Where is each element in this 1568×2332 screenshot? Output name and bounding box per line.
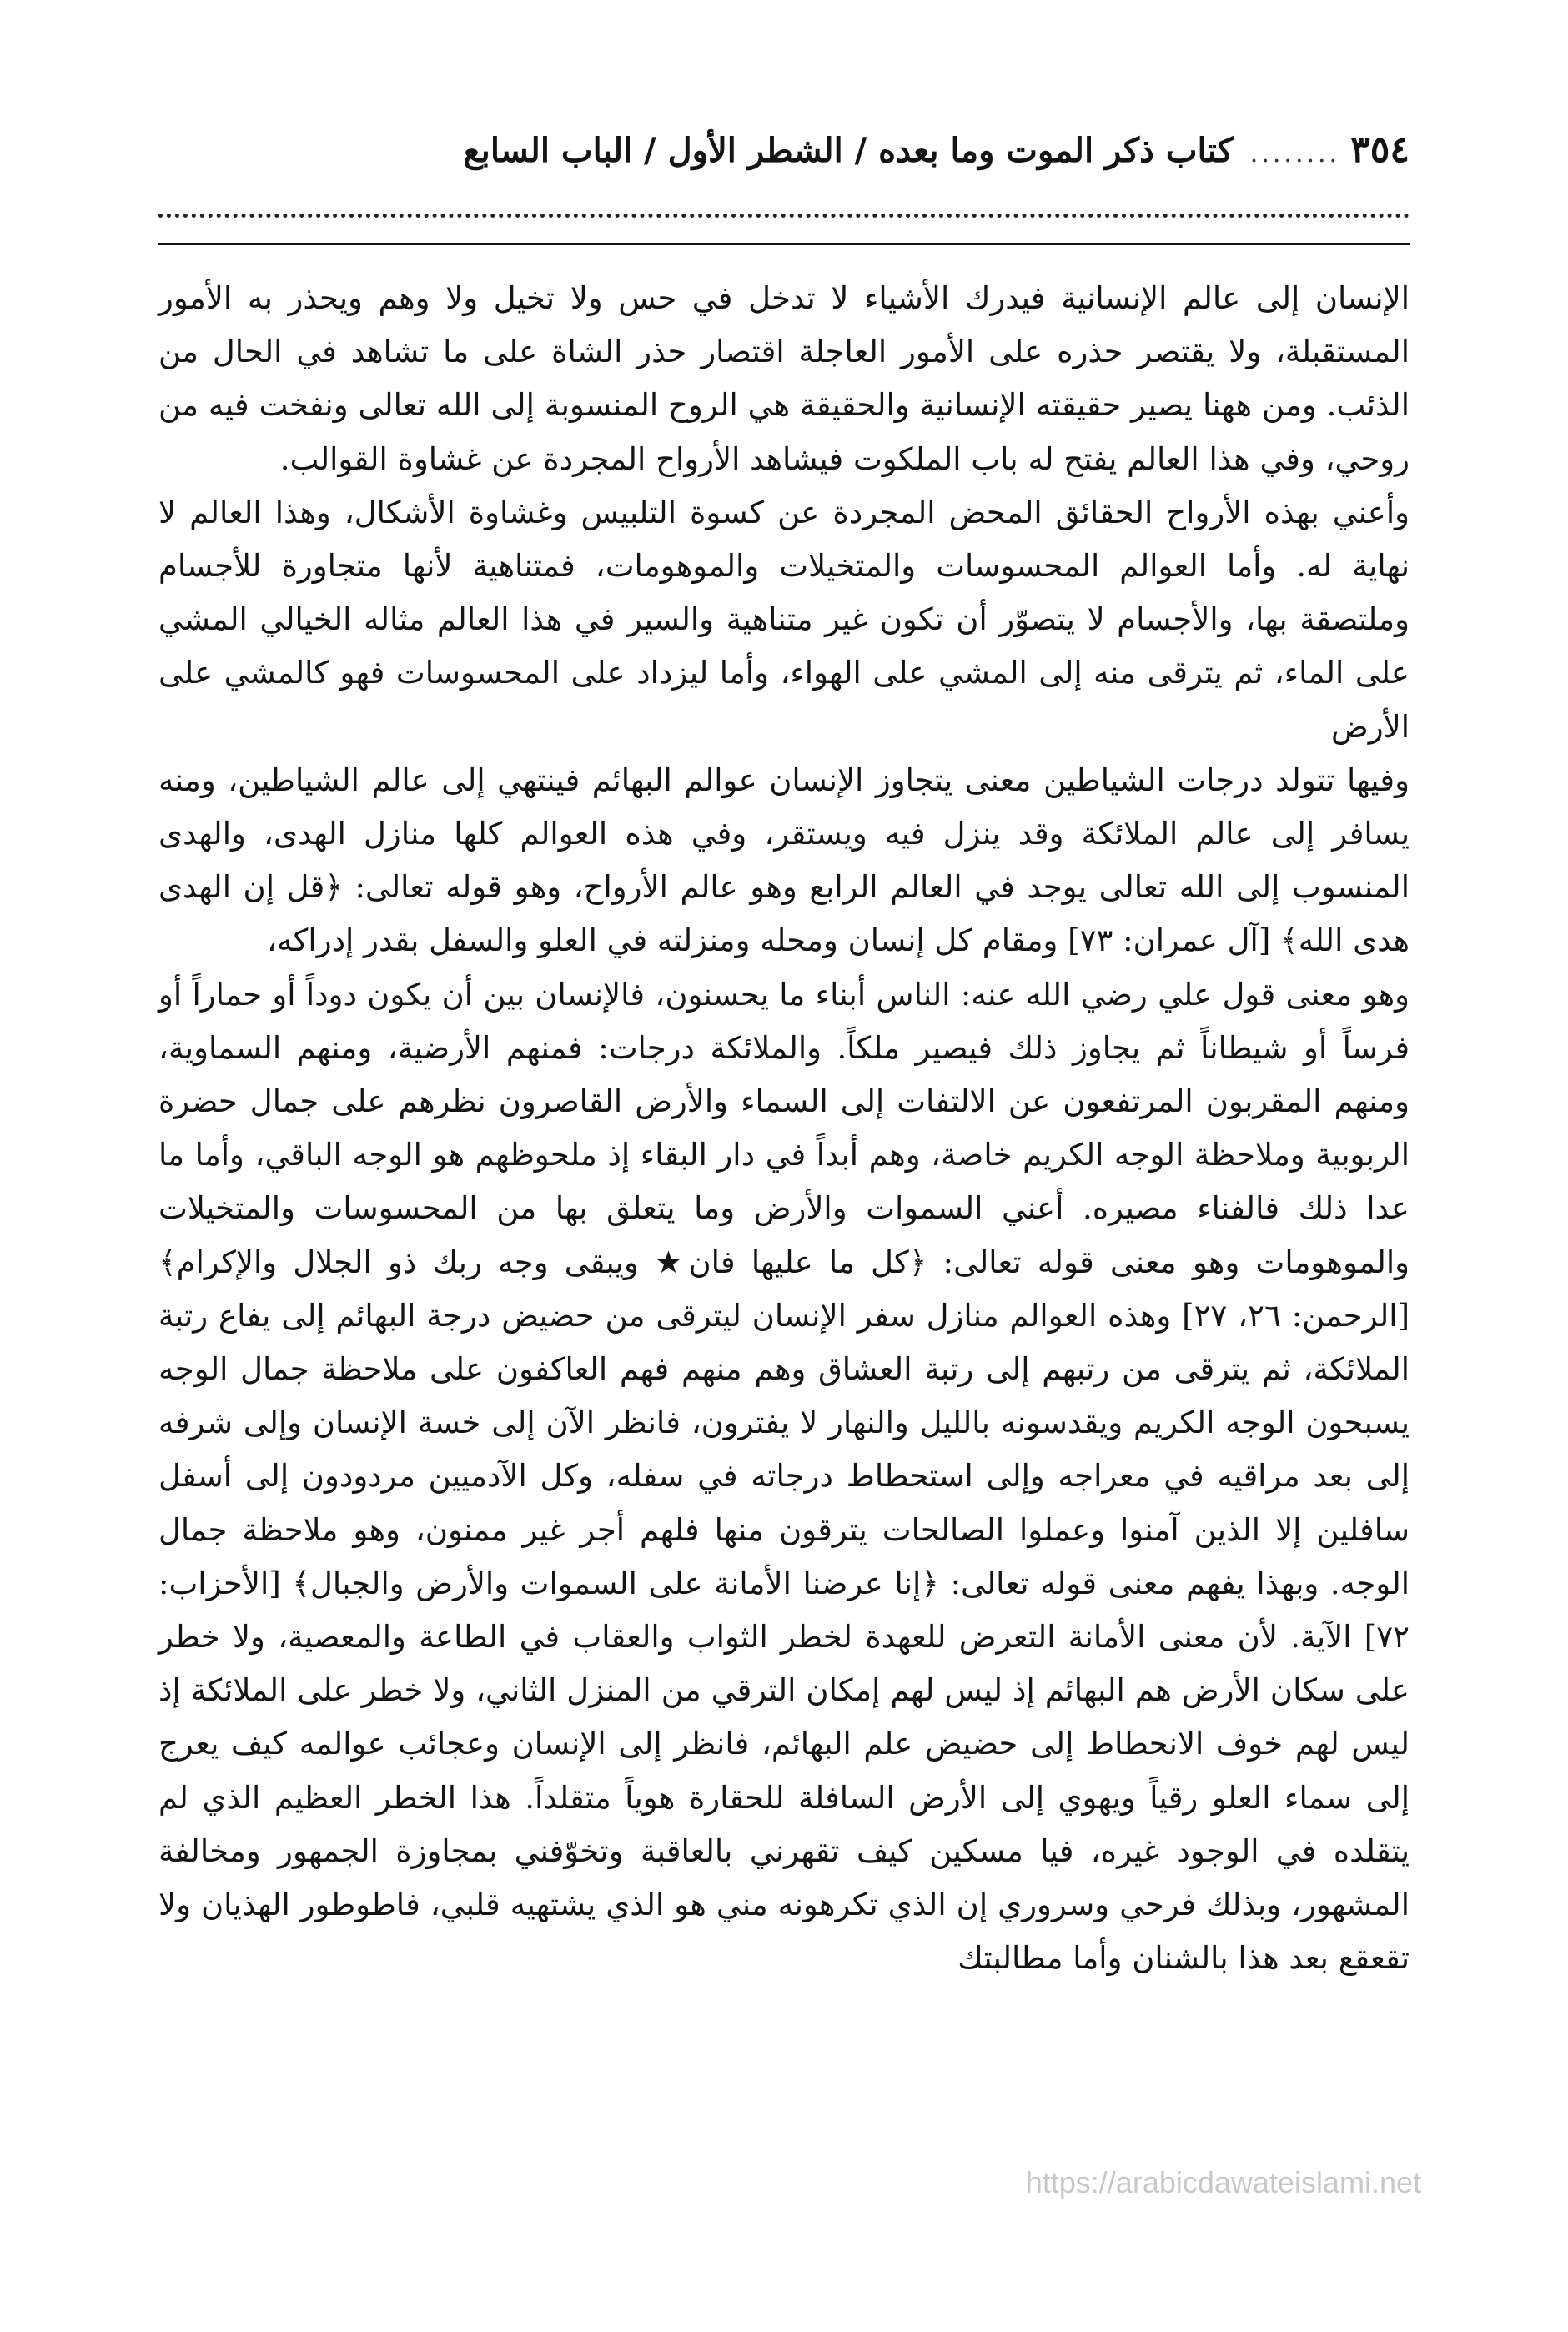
paragraph: الإنسان إلى عالم الإنسانية فيدرك الأشياء لا تدخل في حس ولا تخيل ولا وهم ويحذر به الأمور المستقبلة، ولا يقتصر حذره على الأمور العاجلة اقتصار حذر الشاة على ما تشاهد في الحال من الذئب. ومن ههنا يصير حقيقته الإنسانية والحقيقة هي الروح المنسوبة إلى الله تعالى ونفخت فيه من روحي، وفي هذا العالم يفتح له باب الملكوت فيشاهد الأرواح المجردة عن غشاوة القوالب. xyxy=(158,280,1410,477)
watermark-url: https://arabicdawateislami.net xyxy=(1025,2165,1421,2199)
page-number: ٣٥٤ xyxy=(1350,128,1410,171)
paragraph: وأعني بهذه الأرواح الحقائق المحض المجردة عن كسوة التلبيس وغشاوة الأشكال، وهذا العالم لا نهاية له. وأما العوالم المحسوسات والمتخيلات والموهومات، فمتناهية لأنها متجاورة للأجسام وملتصقة بها، والأجسام لا يتصوّر أن تكون غير متناهية والسير في هذا العالم مثاله الخيالي المشي على الماء، ثم يترقى منه إلى المشي على الهواء، وأما ليزداد على المحسوسات فهو كالمشي على الأرض xyxy=(158,494,1410,745)
header-rule xyxy=(158,243,1410,245)
body-text xyxy=(158,272,1410,1986)
paragraph: وفيها تتولد درجات الشياطين معنى يتجاوز الإنسان عوالم البهائم فينتهي إلى عالم الشياطين، ومنه يسافر إلى عالم الملائكة وقد ينزل فيه ويستقر، وفي هذه العوالم كلها منازل الهدى، والهدى المنسوب إلى الله تعالى يوجد في العالم الرابع وهو عالم الأرواح، وهو قوله تعالى: ﴿قل إن الهدى هدى الله﴾ [آل عمران: ٧٣] ومقام كل إنسان ومحله ومنزلته في العلو والسفل بقدر إدراكه، xyxy=(158,761,1410,959)
leader-dots: ........ xyxy=(1249,139,1341,168)
chapter-title: كتاب ذكر الموت وما بعده / الشطر الأول / الباب السابع xyxy=(463,131,1234,170)
dotted-rule xyxy=(158,214,1410,218)
running-head xyxy=(158,117,1410,183)
paragraph: وهو معنى قول علي رضي الله عنه: الناس أبناء ما يحسنون، فالإنسان بين أن يكون دوداً أو حماراً أو فرساً أو شيطاناً ثم يجاوز ذلك فيصير ملكاً. والملائكة درجات: فمنهم الأرضية، ومنهم السماوية، ومنهم المقربون المرتفعون عن الالتفات إلى السماء والأرض القاصرون نظرهم على جمال حضرة الربوبية وملاحظة الوجه الكريم خاصة، وهم أبداً في دار البقاء إذ ملحوظهم هو الوجه الباقي، وأما ما عدا ذلك فالفناء مصيره. أعني السموات والأرض وما يتعلق بها من المحسوسات والمتخيلات والموهومات وهو معنى قوله تعالى: ﴿كل ما عليها فان★ ويبقى وجه ربك ذو الجلال والإكرام﴾ [الرحمن: ٢٦، ٢٧] وهذه العوالم منازل سفر الإنسان ليترقى من حضيض درجة البهائم إلى يفاع رتبة الملائكة، ثم يترقى من رتبهم إلى رتبة العشاق وهم منهم فهم العاكفون على ملاحظة جمال الوجه يسبحون الوجه الكريم ويقدسونه بالليل والنهار لا يفترون، فانظر الآن إلى خسة الإنسان وإلى شرفه إلى بعد مراقيه في معراجه وإلى استحطاط درجاته في سفله، وكل الآدميين مردودون إلى أسفل سافلين إلا الذين آمنوا وعملوا الصالحات يترقون منها فلهم أجر غير ممنون، وهو ملاحظة جمال الوجه. وبهذا يفهم معنى قوله تعالى: ﴿إنا عرضنا الأمانة على السموات والأرض والجبال﴾ [الأحزاب: ٧٢] الآية. لأن معنى الأمانة التعرض للعهدة لخطر الثواب والعقاب في الطاعة والمعصية، ولا خطر على سكان الأرض هم البهائم إذ ليس لهم إمكان الترقي من المنزل الثاني، ولا خطر على الملائكة إذ ليس لهم خوف الانحطاط إلى حضيض علم البهائم، فانظر إلى الإنسان وعجائب عوالمه كيف يعرج إلى سماء العلو رقياً ويهوي إلى الأرض السافلة للحقارة هوياً متقلداً. هذا الخطر العظيم الذي لم يتقلده في الوجود غيره، فيا مسكين كيف تقهرني بالعاقبة وتخوّفني بمجاوزة الجمهور ومخالفة المشهور، وبذلك فرحي وسروري إن الذي تكرهونه مني هو الذي يشتهيه قلبي، فاطوطور الهذيان ولا تقعقع بعد هذا بالشنان وأما مطالبتك xyxy=(158,976,1410,1977)
book-page xyxy=(158,117,1410,1986)
